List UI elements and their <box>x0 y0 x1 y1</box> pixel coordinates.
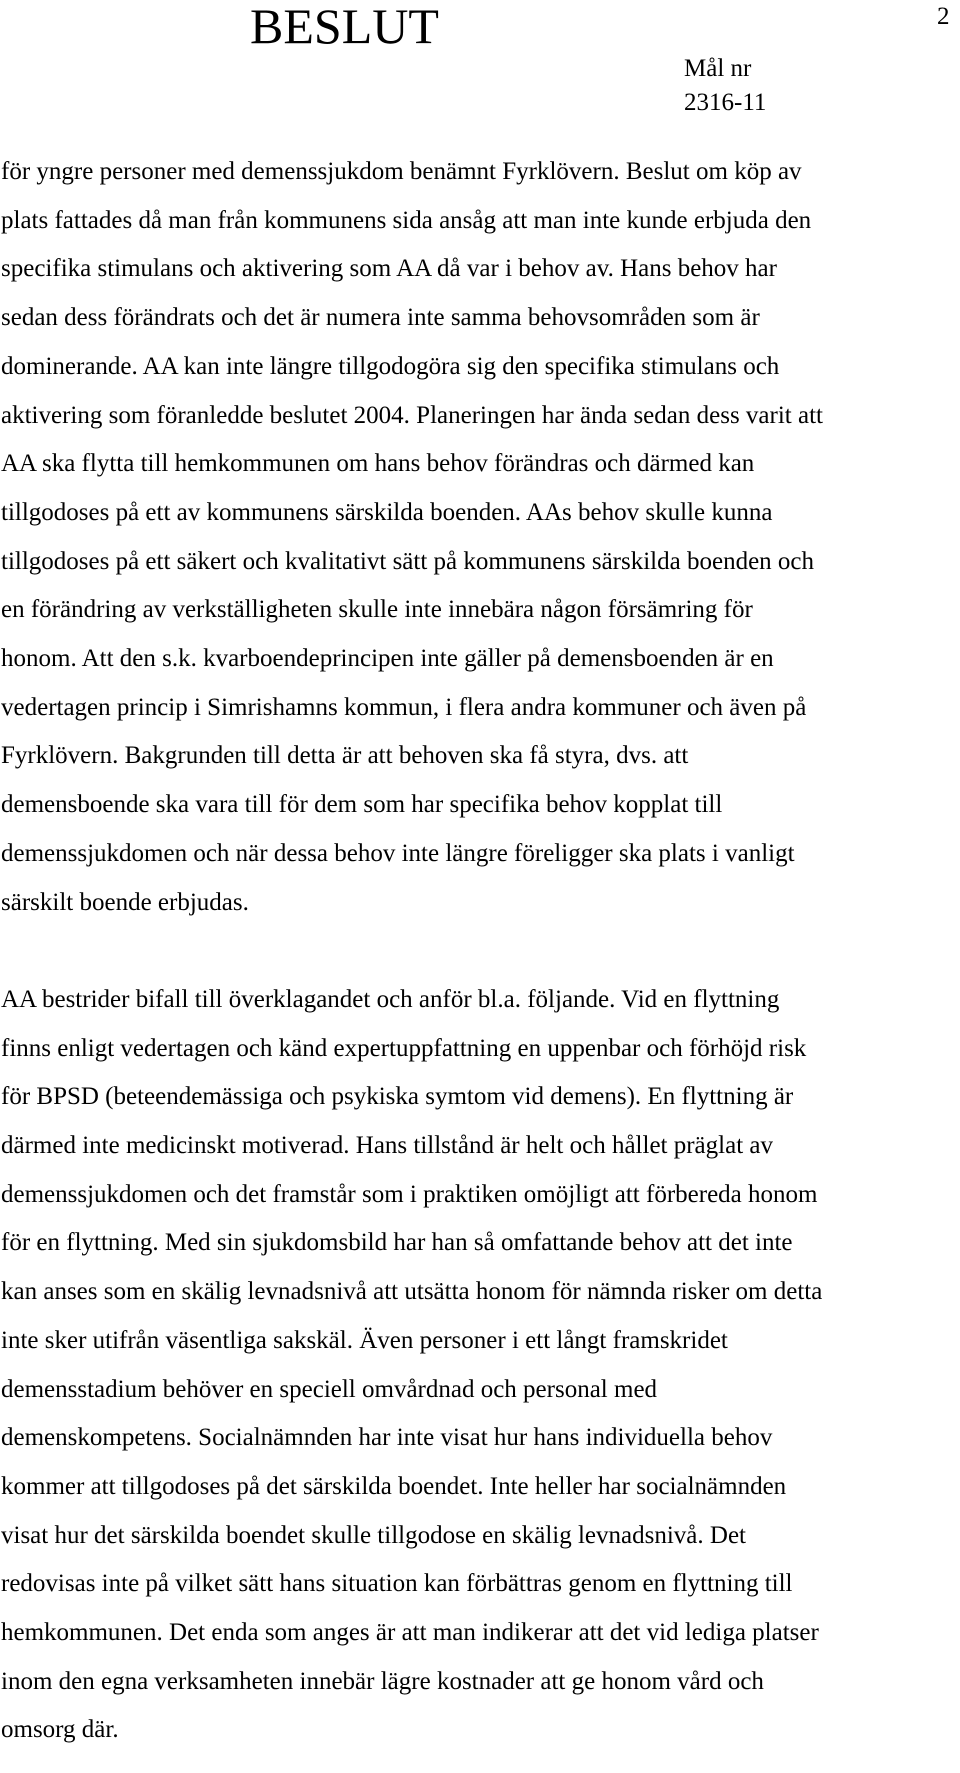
paragraph <box>1 148 946 927</box>
case-number: 2316-11 <box>684 89 767 116</box>
text-line: demenskompetens. Socialnämnden har inte visat hur hans individuella behov <box>1 1424 773 1452</box>
text-line: kommer att tillgodoses på det särskilda boendet. Inte heller har socialnämnden <box>1 1472 787 1500</box>
page-number: 2 <box>937 3 950 30</box>
text-line: redovisas inte på vilket sätt hans situation kan förbättras genom en flyttning till <box>1 1570 793 1598</box>
case-label: Mål nr <box>684 55 752 82</box>
text-line: demensstadium behöver en speciell omvårdnad och personal med <box>1 1375 658 1403</box>
text-line: plats fattades då man från kommunens sida ansåg att man inte kunde erbjuda den <box>1 206 812 234</box>
text-line: finns enligt vedertagen och känd expertuppfattning en uppenbar och förhöjd risk <box>1 1034 807 1062</box>
document-body <box>1 148 946 1755</box>
text-line: demenssjukdomen och det framstår som i praktiken omöjligt att förbereda honom <box>1 1180 818 1208</box>
text-line: därmed inte medicinskt motiverad. Hans tillstånd är helt och hållet präglat av <box>1 1132 773 1160</box>
text-line: dominerande. AA kan inte längre tillgodogöra sig den specifika stimulans och <box>1 352 780 380</box>
text-line: tillgodoses på ett av kommunens särskilda boenden. AAs behov skulle kunna <box>1 498 773 526</box>
text-line: specifika stimulans och aktivering som AA då var i behov av. Hans behov har <box>1 255 777 283</box>
text-line: inom den egna verksamheten innebär lägre kostnader att ge honom vård och <box>1 1667 764 1695</box>
text-line: Fyrklövern. Bakgrunden till detta är att behoven ska få styra, dvs. att <box>1 742 689 770</box>
text-line: honom. Att den s.k. kvarboendeprincipen inte gäller på demensboenden är en <box>1 645 774 673</box>
text-line: aktivering som föranledde beslutet 2004. Planeringen har ända sedan dess varit att <box>1 401 823 429</box>
case-number-block <box>684 52 766 120</box>
document-title: BESLUT <box>250 0 439 54</box>
text-line: en förändring av verkställigheten skulle inte innebära någon försämring för <box>1 596 753 624</box>
text-line: demenssjukdomen och när dessa behov inte längre föreligger ska plats i vanligt <box>1 839 795 867</box>
text-line: hemkommunen. Det enda som anges är att man indikerar att det vid lediga platser <box>1 1619 819 1647</box>
text-line: AA bestrider bifall till överklagandet och anför bl.a. följande. Vid en flyttning <box>1 985 780 1013</box>
text-line: särskilt boende erbjudas. <box>1 888 249 916</box>
text-line: inte sker utifrån väsentliga sakskäl. Även personer i ett långt framskridet <box>1 1326 728 1354</box>
text-line: för en flyttning. Med sin sjukdomsbild har han så omfattande behov att det inte <box>1 1229 793 1257</box>
text-line: AA ska flytta till hemkommunen om hans behov förändras och därmed kan <box>1 450 755 478</box>
text-line: för yngre personer med demenssjukdom benämnt Fyrklövern. Beslut om köp av <box>1 158 802 185</box>
text-line: sedan dess förändrats och det är numera inte samma behovsområden som är <box>1 304 760 332</box>
text-line: vedertagen princip i Simrishamns kommun, i flera andra kommuner och även på <box>1 693 807 721</box>
text-line: demensboende ska vara till för dem som har specifika behov kopplat till <box>1 791 723 819</box>
paragraph-gap <box>1 927 946 976</box>
text-line: visat hur det särskilda boendet skulle tillgodose en skälig levnadsnivå. Det <box>1 1521 746 1549</box>
text-line: omsorg där. <box>1 1716 119 1744</box>
text-line: för BPSD (beteendemässiga och psykiska symtom vid demens). En flyttning är <box>1 1083 794 1111</box>
paragraph <box>1 976 946 1755</box>
text-line: kan anses som en skälig levnadsnivå att utsätta honom för nämnda risker om detta <box>1 1278 823 1306</box>
text-line: tillgodoses på ett säkert och kvalitativt sätt på kommunens särskilda boenden och <box>1 547 815 575</box>
